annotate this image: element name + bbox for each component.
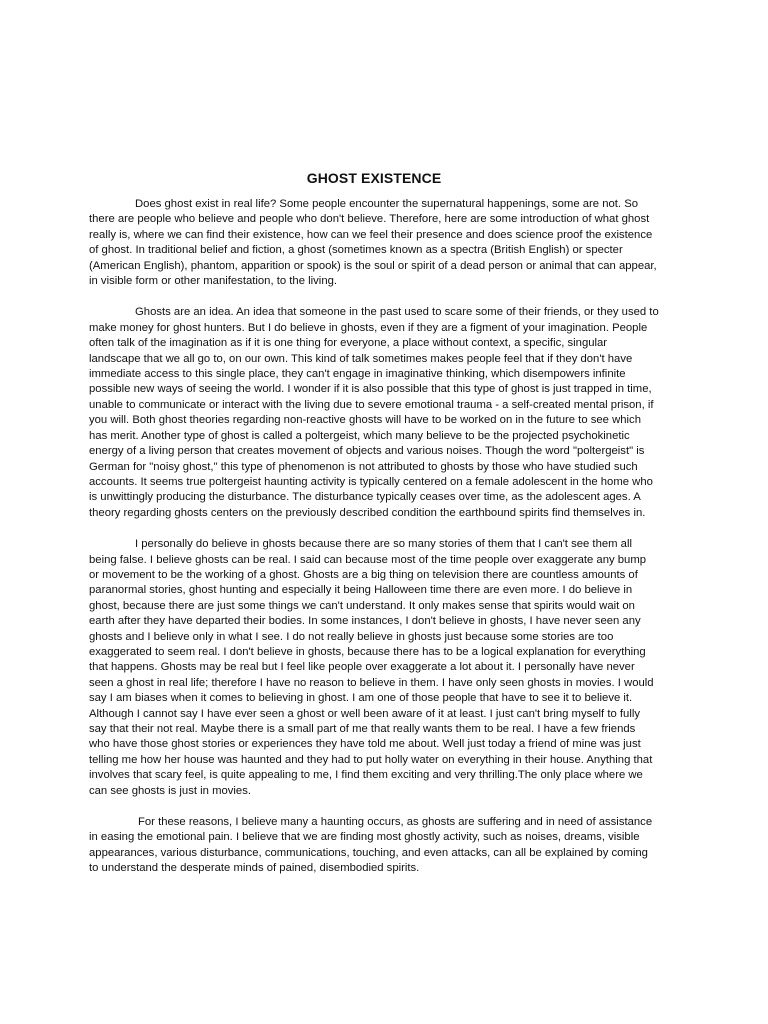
paragraph-personal-belief: I personally do believe in ghosts because there are so many stories of them that I can't see them all being false. I believe ghosts can be real. I said can because most of the time people over exaggerate any bump or movement to be the working of a ghost. Ghosts are a big thing on television there are countless amounts of paranormal stories, ghost hunting and especially it being Halloween time there are even more. I do believe in ghost, because there are just some things we can't understand. It only makes sense that spirits would wait on earth after they have departed their bodies. In some instances, I don't believe in ghosts, I have never seen any ghosts and I believe only in what I see. I do not really believe in ghosts just because some stories are too exaggerated to seem real. I don't believe in ghosts, because there has to be a logical explanation for everything that happens. Ghosts may be real but I feel like people over exaggerate a lot about it. I personally have never seen a ghost in real life; therefore I have no reason to believe in them. I have only seen ghosts in movies. I would say I am biases when it comes to believing in ghost. I am one of those people that have to see it to believe it. Although I cannot say I have ever seen a ghost or well been aware of it at least. I just can't bring myself to fully say that their not real. Maybe there is a small part of me that really wants them to be real. I have a few friends who have those ghost stories or experiences they have told me about. Well just today a friend of mine was just telling me how her house was haunted and they had to put holly water on everything in their house. Anything that involves that scary feel, is quite appealing to me, I find them exciting and very thrilling.The only place where we can see ghosts is just in movies. [89,538,654,797]
paragraph-ghost-theories: Ghosts are an idea. An idea that someone in the past used to scare some of their friends, or they used to make money for ghost hunters. But I do believe in ghosts, even if they are a figment of your imagination. People often talk of the imagination as if it is one thing for everyone, a place without context, a specific, singular landscape that we all go to, on our own. This kind of talk sometimes makes people feel that if they don't have immediate access to this single place, they can't engage in imaginative thinking, which disempowers infinite possible new ways of seeing the world. I wonder if it is also possible that this type of ghost is just trapped in time, unable to communicate or interact with the living due to severe emotional trauma - a self-created mental prison, if you will. Both ghost theories regarding non-reactive ghosts will have to be worked on in the future to see which has merit. Another type of ghost is called a poltergeist, which many believe to be the projected psychokinetic energy of a living person that creates movement of objects and various noises. Though the word "poltergeist" is German for "noisy ghost," this type of phenomenon is not attributed to ghosts by those who have studied such accounts. It seems true poltergeist haunting activity is typically centered on a female adolescent in the home who is unwittingly producing the disturbance. The disturbance typically ceases over time, as the adolescent ages. A theory regarding ghosts centers on the previously described condition the earthbound spirits find themselves in. [89,306,659,519]
paragraph-introduction: Does ghost exist in real life? Some people encounter the supernatural happenings, some are not. So there are people who believe and people who don't believe. Therefore, here are some introduction of what ghost really is, where we can find their existence, how can we feel their presence and does science proof the existence of ghost. In traditional belief and fiction, a ghost (sometimes known as a spectra (British English) or specter (American English), phantom, apparition or spook) is the soul or spirit of a dead person or animal that can appear, in visible form or other manifestation, to the living. [89,198,657,288]
paragraph-conclusion: For these reasons, I believe many a haunting occurs, as ghosts are suffering and in need of assistance in easing the emotional pain. I believe that we are finding most ghostly activity, such as noises, dreams, visible appearances, various disturbance, communications, touching, and even attacks, can all be explained by coming to understand the desperate minds of pained, disembodied spirits. [89,816,653,875]
document-body [89,170,659,893]
document-title: GHOST EXISTENCE [306,170,442,186]
